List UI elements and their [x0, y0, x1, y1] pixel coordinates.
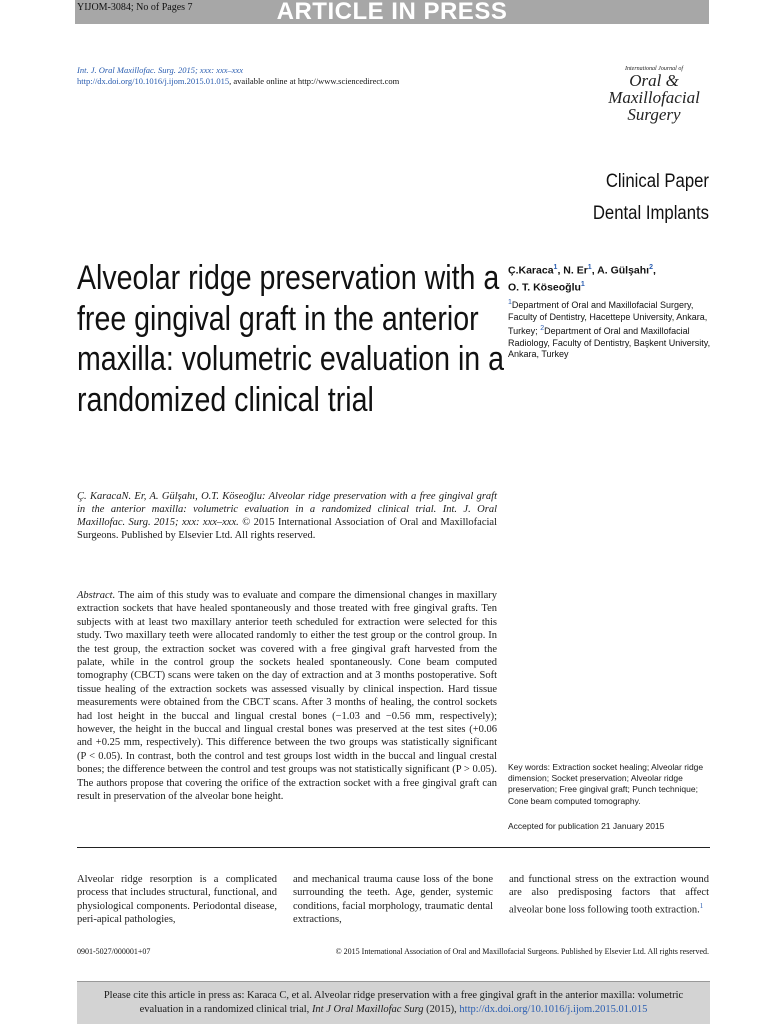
citation-italic: Ç. KaracaN. Er, A. Gülşahı, O.T. Köseoğlu: Alveolar ridge preservation with a free gingival graft in the anterior maxilla: volumetric evaluation in a randomized clinical trial. Int. J. Oral Maxillofac. Surg. 2015; xxx: xxx–xxx.	[77, 491, 497, 528]
accepted-date: Accepted for publication 21 January 2015	[508, 821, 665, 831]
author-1: Ç.Karaca	[508, 264, 554, 277]
journal-citation-line: Int. J. Oral Maxillofac. Surg. 2015; xxx: xxx–xxx	[77, 65, 244, 75]
journal-reference	[77, 65, 399, 87]
author-block	[508, 261, 718, 361]
author-3: A. Gülşahı	[597, 264, 650, 277]
abstract-label: Abstract.	[77, 590, 116, 601]
body-column-2: and mechanical trauma cause loss of the bone surrounding the teeth. Age, gender, systemic conditions, facial morphology, traumatic dental extractions,	[293, 874, 493, 926]
author-names: Ç.Karaca$^1$, N. Er$^1$, A. Gülşahı$^2$, O. T. Köseoğlu$^1$	[508, 264, 656, 293]
paper-subcategory: Dental Implants	[592, 203, 709, 224]
article-title: Alveolar ridge preservation with a free gingival graft in the anterior maxilla: volumetric evaluation in a randomized clinical trial	[77, 259, 505, 419]
cite-box-year: (2015),	[423, 1004, 460, 1015]
logo-line-3: Surgery	[627, 105, 681, 124]
affiliations: $^1$Department of Oral and Maxillofacial Surgery, Faculty of Dentistry, Hacettepe University, Ankara, Turkey; $^2$Department of Oral and Maxillofacial Radiology, Faculty of Dentistry, Başkent University, Ankara, Turkey	[508, 299, 711, 359]
manuscript-id: YIJOM-3084; No of Pages 7	[77, 2, 193, 13]
availability-text: , available online at http://www.sciencedirect.com	[229, 76, 400, 86]
cite-article-box	[77, 981, 710, 1024]
paper-type	[593, 166, 709, 230]
cite-box-text: Please cite this article in press as: Karaca C, et al. Alveolar ridge preservation with a free gingival graft in the anterior maxilla: volumetric evaluation in a randomized clinical trial,	[103, 990, 684, 1015]
body-column-3	[509, 873, 709, 917]
body-column-1: Alveolar ridge resorption is a complicated process that includes structural, functional, and physiological components. Periodontal disease, peri-apical pathologies,	[77, 874, 277, 926]
citation-copyright: © 2015 International Association of Oral and Maxillofacial Surgeons. Published by Elsevier Ltd. All rights reserved.	[77, 517, 497, 541]
author-4: O. T. Köseoğlu	[508, 281, 581, 293]
footer-copyright: © 2015 International Association of Oral and Maxillofacial Surgeons. Published by Elsevier Ltd. All rights reserved.	[335, 947, 709, 956]
doi-link[interactable]: http://dx.doi.org/10.1016/j.ijom.2015.01.015	[77, 76, 230, 86]
affiliation-1: Department of Oral and Maxillofacial Surgery, Faculty of Dentistry, Hacettepe University, Ankara, Turkey;	[508, 300, 708, 336]
body-column-3-text: and functional stress on the extraction wound are also predisposing factors that affect alveolar bone loss following tooth extraction.	[509, 874, 709, 916]
abstract	[77, 589, 497, 804]
keywords: Key words: Extraction socket healing; Alveolar ridge dimension; Socket preservation; Alveolar ridge preservation; Free gingival graft; Punch technique; Cone beam computed tomography.	[508, 762, 704, 806]
author-2: N. Er	[563, 264, 588, 277]
how-to-cite	[77, 490, 497, 542]
article-in-press-banner	[75, 0, 709, 24]
abstract-text: The aim of this study was to evaluate and compare the dimensional changes in maxillary extraction sockets that have healed spontaneously and those treated with free gingival grafts. Ten subjects with at least two maxillary anterior teeth scheduled for extraction were selected for this study. Two maxillary teeth were allocated randomly to either the test group or the control group. In the test group, the extraction socket was covered with a free gingival graft harvested from the palate, while in the control group the sockets healed spontaneously. Cone beam computed tomography (CBCT) scans were taken on the day of extraction and at 3 months postoperative. Soft tissue healing of the extraction sockets was assessed visually by clinical inspection. Hard tissue measurements were obtained from the CBCT scans. After 3 months of healing, the control sockets had lost height in the buccal and lingual crestal bones (−1.03 and −0.56 mm, respectively); however, the height in the buccal and lingual crestal bones was preserved at the test sites (+0.06 and +0.25 mm, respectively). This difference between the two groups was statistically significant (P < 0.05). In contrast, both the control and test groups lost width in the buccal and lingual crestal bones; the difference between the control and test groups was not statistically significant (P > 0.05). The authors propose that covering the orifice of the extraction socket with a free gingival graft can result in preservation of the alveolar bone height.	[77, 590, 497, 803]
paper-category: Clinical Paper	[605, 171, 709, 192]
cite-box-doi-link[interactable]: http://dx.doi.org/10.1016/j.ijom.2015.01.015	[459, 1004, 648, 1015]
section-divider	[77, 847, 710, 848]
issn-code: 0901-5027/000001+07	[77, 947, 151, 956]
banner-text: ARTICLE IN PRESS	[276, 0, 508, 25]
logo-line-2: Maxillofacial	[608, 88, 700, 107]
logo-top-line: International Journal of	[625, 66, 683, 72]
reference-marker[interactable]: 1	[699, 901, 704, 910]
journal-logo	[598, 66, 710, 123]
affiliation-2: Department of Oral and Maxillofacial Radiology, Faculty of Dentistry, Başkent University, Ankara, Turkey	[508, 326, 711, 359]
cite-box-journal: Int J Oral Maxillofac Surg	[311, 1004, 424, 1015]
logo-line-1: Oral &	[629, 71, 679, 90]
